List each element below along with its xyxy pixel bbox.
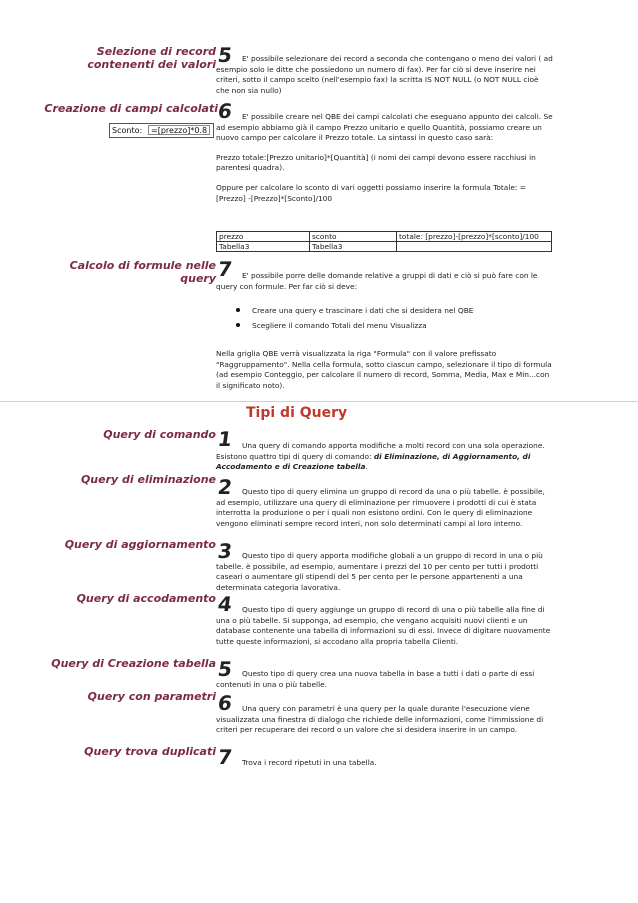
- text-selezione: E' possibile selezionare dei record a seconda che contengano o meno dei valori ( ad esempio solo le ditte che possiedono un numero di fax). Per far ciò si deve inserire nei criteri, sotto il campo scelto (nell'esempio fax) la scritta IS NOT NULL (o NOT NULL cioè che non sia nullo): [216, 54, 553, 95]
- label-selezione-line1: Selezione di record: [96, 45, 216, 58]
- step-number-6b-icon: 6: [216, 691, 233, 715]
- qbe-table-wrapper: [216, 231, 552, 252]
- bullet-icon: [236, 323, 240, 327]
- text-query-comando: [216, 441, 554, 473]
- bullet-item: [236, 306, 473, 316]
- text-part: Una query di comando apporta modifiche a molti record con una sola operazione. Esistono quattro tipi di query di comando:: [216, 441, 545, 461]
- bullet-icon: [236, 308, 240, 312]
- label-query-comando: Query di comando: [103, 428, 216, 441]
- step-number-7b-icon: 7: [216, 745, 233, 769]
- label-query-duplicati: Query trova duplicati: [84, 745, 216, 758]
- bullet-text: Creare una query e trascinare i dati che si desidera nel QBE: [252, 306, 474, 315]
- text-query-duplicati: Trova i record ripetuti in una tabella.: [242, 758, 377, 767]
- step-number-5-icon: 5: [216, 43, 233, 67]
- text-emphasis: di Eliminazione, di Aggiornamento, di Accodamento e di Creazione tabella: [216, 451, 531, 472]
- step-number-2-icon: 2: [216, 475, 233, 499]
- text-query-parametri: Una query con parametri è una query per la quale durante l'esecuzione viene visualizzata una finestra di dialogo che richiede delle informazioni, come l'immissione di criteri per recuperare dei record o un valore che si desidera inserire in un campo.: [216, 704, 544, 735]
- label-creazione: Creazione di campi calcolati: [44, 102, 218, 115]
- text-query-creazione-tabella: Questo tipo di query crea una nuova tabella in base a tutti i dati o parte di essi contenuti in una o più tabelle.: [216, 669, 535, 689]
- bullet-item: [236, 321, 427, 331]
- qbe-cell: Tabella3: [310, 242, 397, 252]
- qbe-row-fields: [217, 232, 552, 242]
- label-query-creazione-tabella: Query di Creazione tabella: [51, 657, 216, 670]
- text-calcolo: E' possibile porre delle domande relative a gruppi di dati e ciò si può fare con le query con formule. Per far ciò si deve:: [216, 271, 538, 291]
- qbe-cell: sconto: [310, 232, 397, 242]
- step-number-7-icon: 7: [216, 257, 233, 281]
- text-creazione-p2: Prezzo totale:[Prezzo unitario]*[Quantità] (i nomi dei campi devono essere racchiusi in parentesi quadra).: [216, 152, 536, 173]
- bullet-text: Scegliere il comando Totali del menu Visualizza: [252, 321, 427, 330]
- label-query-accodamento: Query di accodamento: [76, 592, 216, 605]
- label-calcolo-line2: query: [180, 272, 216, 285]
- section-divider: [0, 401, 638, 402]
- step-number-3-icon: 3: [216, 539, 233, 563]
- step-number-6-icon: 6: [216, 99, 233, 123]
- qbe-cell: totale: [prezzo]-[prezzo]*[sconto]/100: [397, 232, 552, 242]
- step-number-5b-icon: 5: [216, 657, 233, 681]
- text-query-eliminazione: Questo tipo di query elimina un gruppo di record da una o più tabelle. è possibile, ad esempio, utilizzare una query di eliminazione per rimuovere i prodotti di cui è stata interrotta la produzione o per i quali non esistono ordini. Con le query di eliminazione vengono eliminati sempre record interi, non solo determinati campi al loro interno.: [216, 487, 545, 528]
- qbe-cell: [397, 242, 552, 252]
- text-creazione-p3: Oppure per calcolare lo sconto di vari oggetti possiamo inserire la formula Totale: =[Prezzo] -[Prezzo]*[Sconto]/100: [216, 182, 526, 203]
- text-query-accodamento: Questo tipo di query aggiunge un gruppo di record di una o più tabelle alla fine di una o più tabelle. Si supponga, ad esempio, che vengano acquisiti nuovi clienti e un database contenente una tabella di informazioni su di essi. Invece di digitare nuovamente tutte queste informazioni, si accodano alla propria tabella Clienti.: [216, 605, 551, 646]
- heading-tipi-di-query: Tipi di Query: [246, 405, 348, 421]
- qbe-cell: prezzo: [217, 232, 310, 242]
- text-part: .: [365, 462, 368, 472]
- text-creazione-p1: E' possibile creare nel QBE dei campi calcolati che eseguano appunto dei calcoli. Se ad esempio abbiamo già il campo Prezzo unitario e quello Quantità, possiamo creare un nuovo campo per calcolare il Prezzo totale. La sintassi in questo caso sarà:: [216, 112, 553, 143]
- formula-field-image: [109, 123, 214, 138]
- qbe-table: [216, 231, 552, 252]
- label-query-aggiornamento: Query di aggiornamento: [64, 538, 216, 551]
- qbe-cell: Tabella3: [217, 242, 310, 252]
- label-query-eliminazione: Query di eliminazione: [80, 473, 216, 486]
- text-calcolo-2: Nella griglia QBE verrà visualizzata la riga "Formula" con il valore prefissato "Raggruppamento". Nella cella formula, sotto ciascun campo, selezionare il tipo di formula (ad esempio Conteggio, per calcolare il numero di record, Somma, Media, Max e Min...con il significato noto).: [216, 349, 552, 390]
- formula-label: Sconto:: [112, 126, 143, 135]
- label-selezione-line2: contenenti dei valori: [87, 58, 216, 71]
- label-calcolo-line1: Calcolo di formule nelle: [69, 259, 216, 272]
- step-number-4-icon: 4: [216, 592, 233, 616]
- qbe-row-tables: [217, 242, 552, 252]
- text-query-aggiornamento: Questo tipo di query apporta modifiche globali a un gruppo di record in una o più tabelle. è possibile, ad esempio, aumentare i prezzi del 10 per cento per tutti i prodotti caseari o aumentare gli stipendi del 5 per cento per le persone appartenenti a una determinata categoria lavorativa.: [216, 551, 543, 592]
- label-query-parametri: Query con parametri: [87, 690, 216, 703]
- text-creazione: [216, 112, 554, 208]
- step-number-1-icon: 1: [216, 427, 233, 451]
- formula-value: =[prezzo]*0.8: [148, 125, 210, 135]
